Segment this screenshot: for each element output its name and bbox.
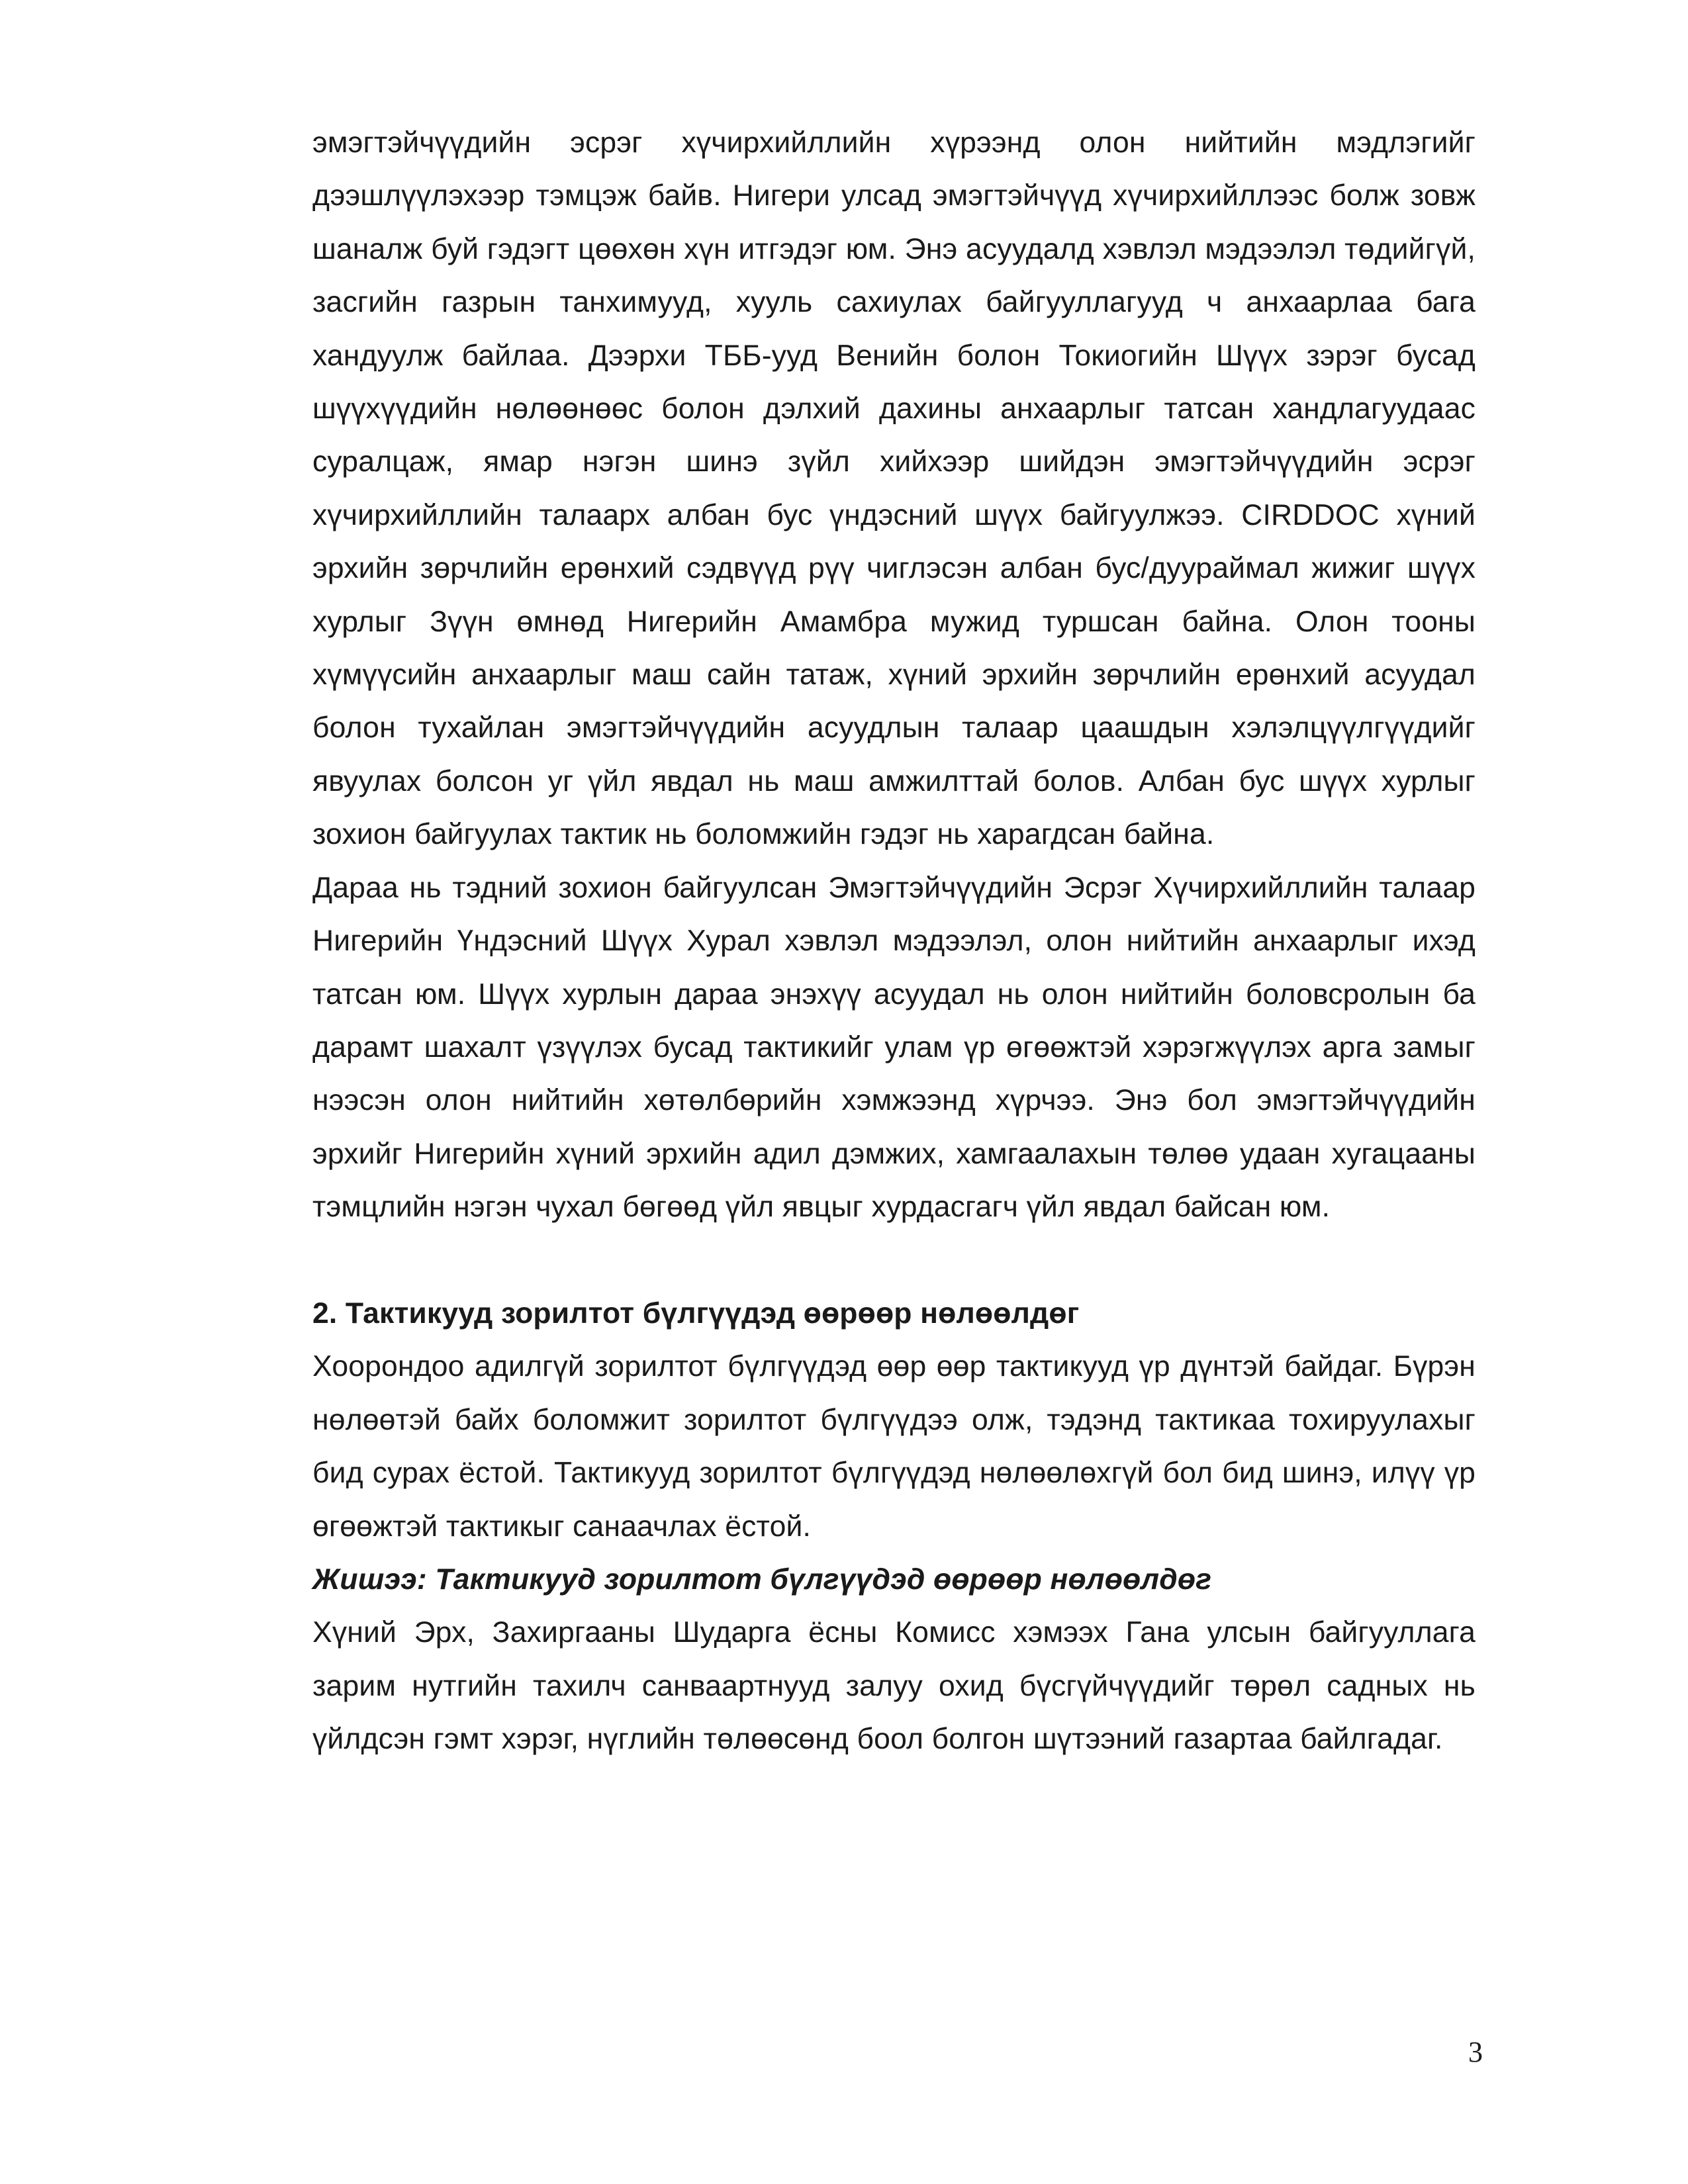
section-paragraph: Хоорондоо адилгүй зорилтот бүлгүүдэд өөр өөр тактикууд үр дүнтэй байдаг. Бүрэн нөлөөтэй байх боломжит зорилтот бүлгүүдээ олж, тэдэнд тактикаа тохируулахыг бид сурах ёстой. Тактикууд зорилтот бүлгүүдэд нөлөөлөхгүй бол бид шинэ, илүү үр өгөөжтэй тактикыг санаачлах ёстой. xyxy=(312,1350,1476,1543)
example-heading: Жишээ: Тактикууд зорилтот бүлгүүдэд өөрөөр нөлөөлдөг xyxy=(312,1563,1212,1596)
page-number: 3 xyxy=(1468,2036,1483,2068)
section-heading: 2. Тактикууд зорилтот бүлгүүдэд өөрөөр нөлөөлдөг xyxy=(312,1297,1080,1330)
example-paragraph: Хүний Эрх, Захиргааны Шударга ёсны Комисс хэмээх Гана улсын байгууллага зарим нутгийн тахилч санваартнууд залуу охид бүсгүйчүүдийг төрөл садных нь үйлдсэн гэмт хэрэг, нүглийн төлөөсөнд боол болгон шүтээний газартаа байлгадаг. xyxy=(312,1616,1476,1756)
page-body xyxy=(312,116,1476,1766)
paragraph-national-tribunal: Дараа нь тэдний зохион байгуулсан Эмэгтэйчүүдийн Эсрэг Хүчирхийллийн талаар Нигерийн Үндэсний Шүүх Хурал хэвлэл мэдээлэл, олон нийтийн анхаарлыг ихэд татсан юм. Шүүх хурлын дараа энэхүү асуудал нь олон нийтийн боловсролын ба дарамт шахалт үзүүлэх бусад тактикийг улам үр өгөөжтэй хэрэгжүүлэх арга замыг нээсэн олон нийтийн хөтөлбөрийн хэмжээнд хүрчээ. Энэ бол эмэгтэйчүүдийн эрхийг Нигерийн хүний эрхийн адил дэмжих, хамгаалахын төлөө удаан хугацааны тэмцлийн нэгэн чухал бөгөөд үйл явцыг хурдасгагч үйл явдал байсан юм. xyxy=(312,871,1476,1224)
paragraph-intro-continued: эмэгтэйчүүдийн эсрэг хүчирхийллийн хүрээнд олон нийтийн мэдлэгийг дээшлүүлэхээр тэмцэж байв. Нигери улсад эмэгтэйчүүд хүчирхийллээс болж зовж шаналж буй гэдэгт цөөхөн хүн итгэдэг юм. Энэ асуудалд хэвлэл мэдээлэл төдийгүй, засгийн газрын танхимууд, хууль сахиулах байгууллагууд ч анхаарлаа бага хандуулж байлаа. Дээрхи ТББ-ууд Венийн болон Токиогийн Шүүх зэрэг бусад шүүхүүдийн нөлөөнөөс болон дэлхий дахины анхаарлыг татсан хандлагуудаас суралцаж, ямар нэгэн шинэ зүйл хийхээр шийдэн эмэгтэйчүүдийн эсрэг хүчирхийллийн талаарх албан бус үндэсний шүүх байгуулжээ. CIRDDOC хүний эрхийн зөрчлийн ерөнхий сэдвүүд рүү чиглэсэн албан бус/дуураймал жижиг шүүх хурлыг Зүүн өмнөд Нигерийн Амамбра мужид туршсан байна. Олон тооны хүмүүсийн анхаарлыг маш сайн татаж, хүний эрхийн зөрчлийн ерөнхий асуудал болон тухайлан эмэгтэйчүүдийн асуудлын талаар цаашдын хэлэлцүүлгүүдийг явуулах болсон уг үйл явдал нь маш амжилттай болов. Албан бус шүүх хурлыг зохион байгуулах тактик нь боломжийн гэдэг нь харагдсан байна. xyxy=(312,126,1476,851)
section-gap xyxy=(312,1234,1476,1287)
